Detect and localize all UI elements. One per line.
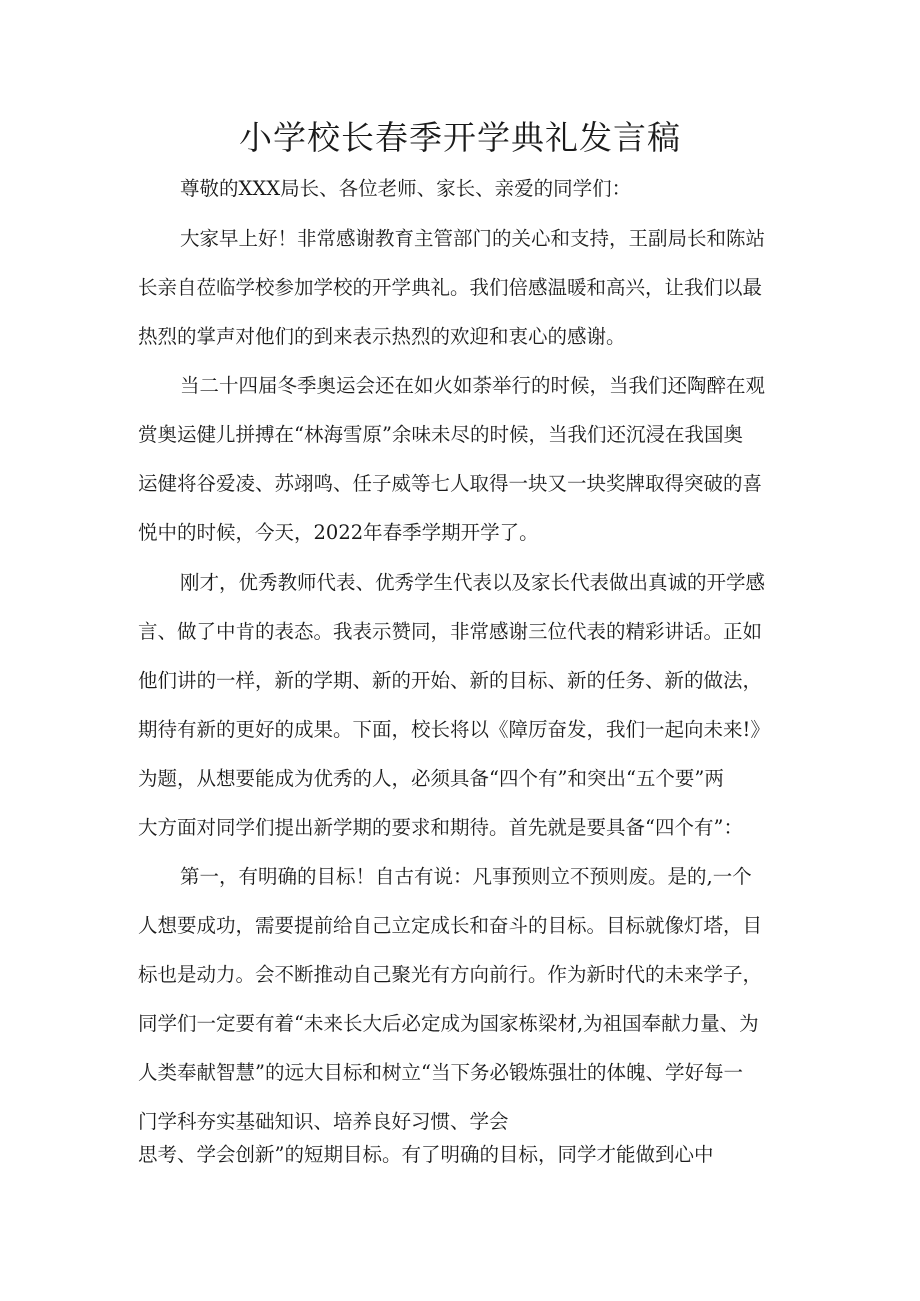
paragraph-line: 同学们一定要有着“未来长大后必定成为国家栋梁材,为祖国奉献力量、为	[138, 1012, 759, 1035]
paragraph-line: 人类奉献智慧”的远大目标和树立“当下务必锻炼强壮的体魄、学好每一	[138, 1061, 743, 1084]
paragraph-line: 他们讲的一样，新的学期、新的开始、新的目标、新的任务、新的做法，	[138, 669, 763, 692]
paragraph-line: 当二十四届冬季奥运会还在如火如荼举行的时候，当我们还陶醉在观	[180, 374, 766, 397]
paragraph-line: 门学科夯实基础知识、培养良好习惯、学会	[138, 1110, 509, 1133]
paragraph-line: 大方面对同学们提出新学期的要求和期待。首先就是要具备“四个有”：	[138, 816, 743, 839]
paragraph-line: 标也是动力。会不断推动自己聚光有方向前行。作为新时代的未来学子，	[138, 963, 763, 986]
document-title: 小学校长春季开学典礼发言稿	[239, 118, 681, 157]
paragraph-line: 大家早上好！非常感谢教育主管部门的关心和支持，王副局长和陈站	[180, 227, 766, 250]
paragraph-line: 第一，有明确的目标！自古有说：凡事预则立不预则废。是的,一个	[180, 865, 752, 888]
paragraph-line: 热烈的掌声对他们的到来表示热烈的欢迎和衷心的感谢。	[138, 325, 626, 348]
paragraph-line: 赏奥运健儿拼搏在“林海雪原”余味未尽的时候，当我们还沉浸在我国奥	[138, 423, 743, 446]
paragraph-line: 言、做了中肯的表态。我表示赞同，非常感谢三位代表的精彩讲话。正如	[138, 620, 763, 643]
paragraph-line: 悦中的时候，今天，2022年春季学期开学了。	[138, 521, 539, 544]
paragraph-line: 期待有新的更好的成果。下面，校长将以《障厉奋发，我们一起向未来!》	[138, 718, 770, 741]
salutation-line: 尊敬的XXX局长、各位老师、家长、亲爱的同学们：	[180, 177, 632, 200]
paragraph-line: 人想要成功，需要提前给自己立定成长和奋斗的目标。目标就像灯塔，目	[138, 914, 763, 937]
paragraph-line: 为题，从想要能成为优秀的人，必须具备“四个有”和突出“五个要”两	[138, 767, 724, 790]
paragraph-line: 刚才，优秀教师代表、优秀学生代表以及家长代表做出真诚的开学感	[180, 571, 766, 594]
paragraph-line: 思考、学会创新”的短期目标。有了明确的目标，同学才能做到心中	[138, 1143, 714, 1166]
paragraph-line: 长亲自莅临学校参加学校的开学典礼。我们倍感温暖和高兴，让我们以最	[138, 276, 763, 299]
paragraph-line: 运健将谷爱凌、苏翊鸣、任子威等七人取得一块又一块奖牌取得突破的喜	[138, 472, 763, 495]
